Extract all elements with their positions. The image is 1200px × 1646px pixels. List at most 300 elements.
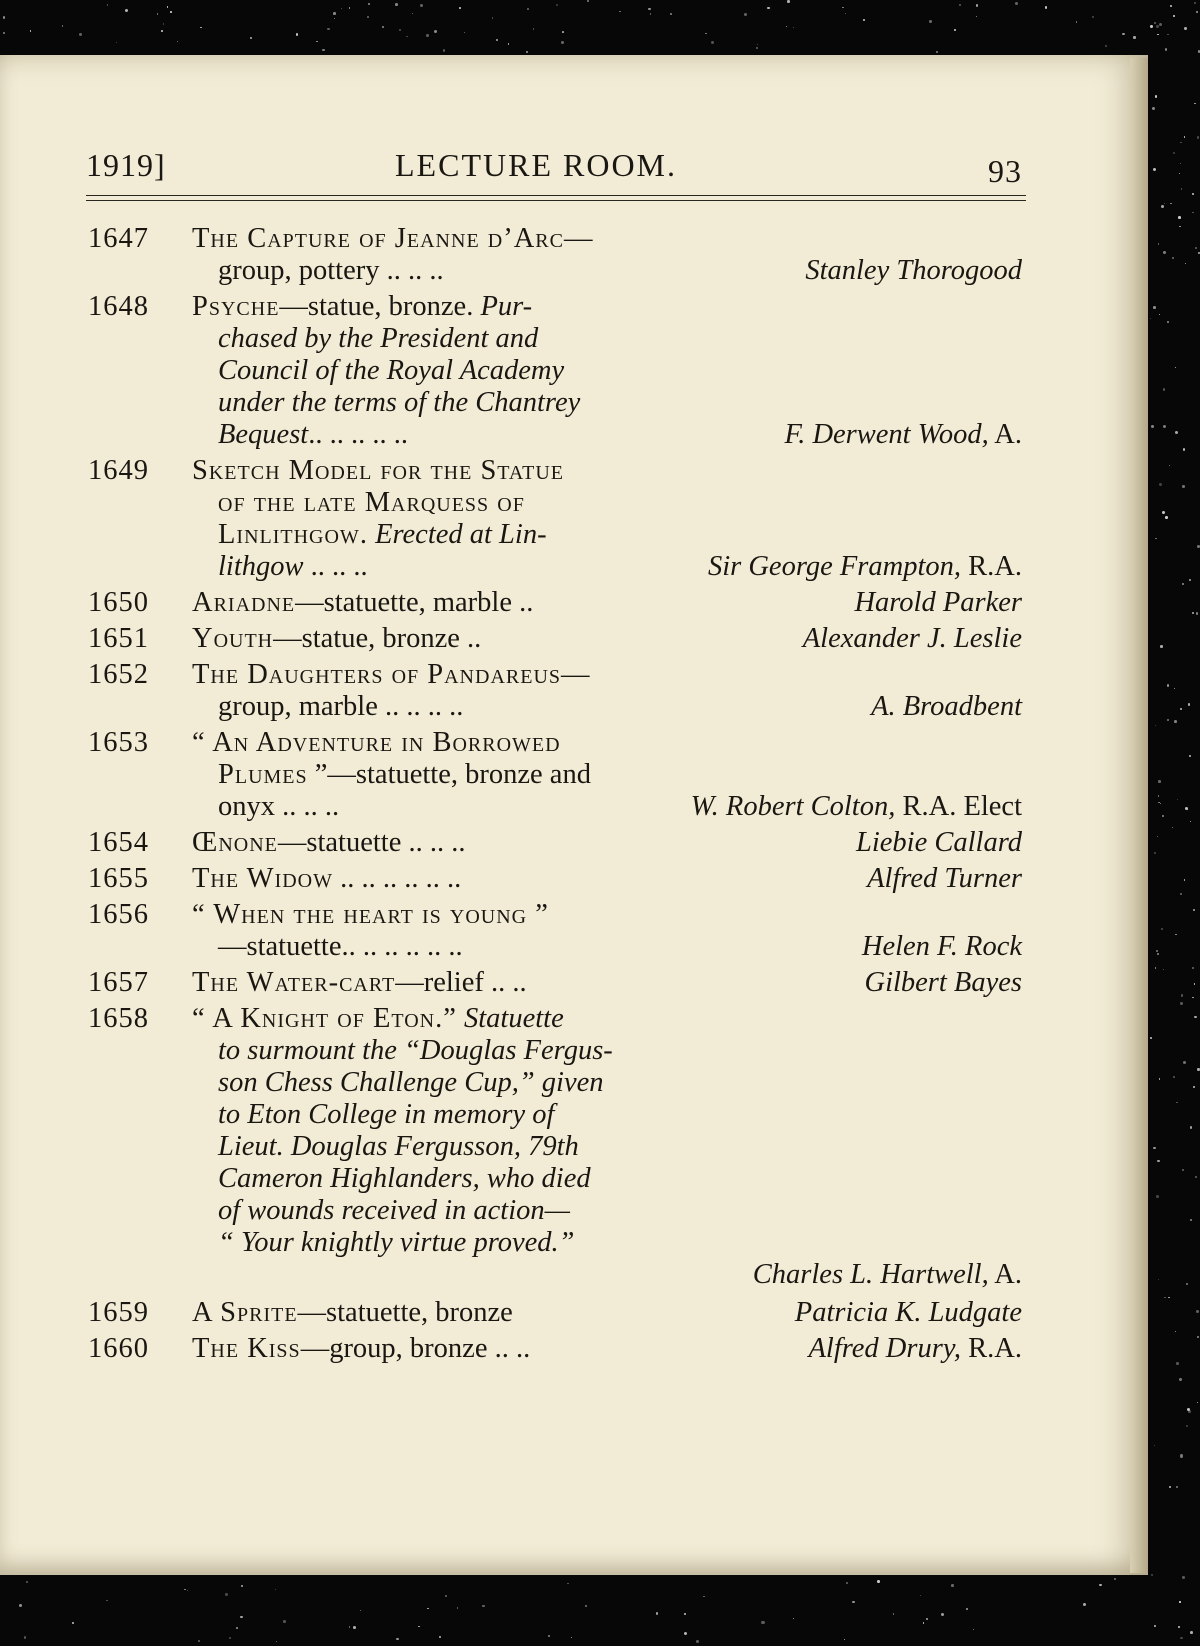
entry-text xyxy=(218,1034,613,1068)
work-note: of wounds received in action— xyxy=(218,1195,570,1226)
artist-name xyxy=(862,930,1022,964)
work-description: —relief xyxy=(395,967,484,998)
speck xyxy=(1164,203,1165,204)
speck xyxy=(1188,703,1191,706)
speck xyxy=(1155,538,1156,539)
catalogue-number: 1656 xyxy=(88,899,149,930)
speck xyxy=(187,1590,188,1591)
speck xyxy=(275,1589,276,1590)
artist-rank: R.A. xyxy=(961,1333,1022,1364)
speck xyxy=(106,1600,107,1601)
speck xyxy=(976,16,977,17)
dot-leaders: .. .. .. xyxy=(275,791,340,822)
speck xyxy=(1194,1016,1197,1019)
speck xyxy=(229,1637,231,1639)
artist-name xyxy=(854,586,1022,620)
header-rule-double xyxy=(86,200,1026,201)
speck xyxy=(844,1639,846,1641)
catalogue-number: 1653 xyxy=(88,727,149,758)
entry-line xyxy=(0,1226,1148,1260)
entry-line xyxy=(0,862,1148,896)
entry-text xyxy=(218,1130,579,1164)
work-note: Cameron Highlanders, who died xyxy=(218,1163,591,1194)
catalogue-number: 1660 xyxy=(88,1333,149,1364)
artist-name xyxy=(871,690,1022,724)
speck xyxy=(1195,247,1197,249)
speck xyxy=(1184,27,1187,30)
entry-line xyxy=(0,254,1148,288)
speck xyxy=(842,7,844,9)
entry-line xyxy=(0,966,1148,1000)
speck xyxy=(1194,983,1196,985)
entry-text xyxy=(218,930,463,964)
speck xyxy=(19,1604,22,1607)
speck xyxy=(527,8,529,10)
speck xyxy=(711,41,714,44)
artist-name xyxy=(867,862,1022,896)
speck xyxy=(399,29,401,31)
entry-text xyxy=(192,586,533,620)
speck xyxy=(1167,719,1169,721)
speck xyxy=(793,1618,795,1620)
speck xyxy=(1179,226,1181,228)
speck xyxy=(170,11,172,13)
entry-text xyxy=(218,1226,575,1260)
speck xyxy=(427,1608,429,1610)
speck xyxy=(1192,212,1193,213)
speck xyxy=(367,16,369,18)
entry-line xyxy=(0,518,1148,552)
speck xyxy=(1159,314,1161,316)
entry-text xyxy=(192,726,561,760)
speck xyxy=(198,1640,200,1642)
speck xyxy=(1163,251,1166,254)
speck xyxy=(163,23,164,24)
speck xyxy=(852,1601,854,1603)
header-year: 1919] xyxy=(86,147,166,183)
speck xyxy=(443,49,445,51)
speck xyxy=(684,1632,687,1635)
speck xyxy=(941,1613,944,1616)
speck xyxy=(508,43,510,45)
speck xyxy=(24,1636,27,1639)
speck xyxy=(1176,1102,1178,1104)
speck xyxy=(349,1626,350,1627)
speck xyxy=(406,36,407,37)
artist-name xyxy=(708,550,1022,584)
work-note: Council of the Royal Academy xyxy=(218,355,565,386)
speck xyxy=(1173,15,1174,16)
speck xyxy=(1015,2,1018,5)
work-note: Pur- xyxy=(473,291,533,322)
speck xyxy=(1158,780,1161,783)
speck xyxy=(1159,1078,1161,1080)
entry-line xyxy=(0,826,1148,860)
entry-line xyxy=(0,290,1148,324)
speck xyxy=(327,28,329,30)
speck xyxy=(1099,1584,1102,1587)
entry-text xyxy=(218,354,564,388)
entry-text xyxy=(218,386,580,420)
speck xyxy=(1184,879,1185,880)
artist-name xyxy=(809,1332,1023,1366)
entry-text xyxy=(218,486,525,520)
speck xyxy=(923,1622,924,1623)
artist-name xyxy=(803,622,1022,656)
work-title: The Kiss xyxy=(192,1333,301,1364)
speck xyxy=(250,37,252,39)
artist-name-text: W. Robert Colton, xyxy=(690,791,896,822)
speck xyxy=(1197,136,1200,139)
entry-text xyxy=(218,758,591,792)
speck xyxy=(1150,1037,1152,1039)
artist-name-text: Alexander J. Leslie xyxy=(802,623,1022,654)
speck xyxy=(353,1626,356,1629)
speck xyxy=(439,1636,441,1638)
speck xyxy=(1169,465,1170,466)
speck xyxy=(1190,821,1191,822)
speck xyxy=(744,13,747,16)
speck xyxy=(125,9,128,12)
speck xyxy=(920,1595,921,1596)
speck xyxy=(703,1596,705,1598)
entry-line xyxy=(0,418,1148,452)
entry-text xyxy=(218,790,339,824)
speck xyxy=(1178,1626,1180,1628)
speck xyxy=(464,32,465,33)
speck xyxy=(1193,909,1195,911)
speck xyxy=(1154,852,1156,854)
artist-rank: R.A. xyxy=(961,551,1022,582)
speck xyxy=(3,32,4,33)
speck xyxy=(349,7,351,9)
artist-name xyxy=(691,790,1022,824)
speck xyxy=(1183,1061,1186,1064)
speck xyxy=(567,1583,568,1584)
speck xyxy=(585,1605,587,1607)
speck xyxy=(1167,684,1170,687)
catalogue-number: 1648 xyxy=(88,291,149,322)
speck xyxy=(1167,321,1169,323)
speck xyxy=(482,1605,484,1607)
speck xyxy=(1179,173,1180,174)
work-note: Lieut. Douglas Fergusson, 79th xyxy=(218,1131,579,1162)
speck xyxy=(787,0,789,2)
work-title: Ariadne xyxy=(192,587,296,618)
artist-name-text: Liebie Callard xyxy=(856,827,1022,858)
speck xyxy=(767,7,770,10)
speck xyxy=(1195,1176,1197,1178)
entry-text xyxy=(192,290,532,324)
speck xyxy=(496,39,498,41)
work-description: —statue, bronze xyxy=(273,623,460,654)
entry-line xyxy=(0,454,1148,488)
entry-text xyxy=(192,1332,530,1366)
dot-leaders: .. .. xyxy=(483,967,527,998)
speck xyxy=(973,1629,974,1630)
catalogue-number: 1647 xyxy=(88,223,149,254)
speck xyxy=(1158,243,1159,244)
entry-line xyxy=(0,898,1148,932)
dot-leaders: .. .. .. xyxy=(401,827,466,858)
speck xyxy=(526,51,528,53)
entry-line xyxy=(0,622,1148,656)
entry-text xyxy=(218,1162,591,1196)
speck xyxy=(1180,708,1182,710)
speck xyxy=(333,12,336,15)
entry-text xyxy=(218,418,408,452)
entry-line xyxy=(0,1002,1148,1036)
speck xyxy=(619,11,621,13)
entry-line xyxy=(0,930,1148,964)
speck xyxy=(459,7,461,9)
speck xyxy=(177,41,178,42)
speck xyxy=(929,20,932,23)
speck xyxy=(648,8,650,10)
speck xyxy=(1182,583,1184,585)
speck xyxy=(434,30,437,33)
speck xyxy=(1185,263,1186,264)
speck xyxy=(1189,579,1191,581)
speck xyxy=(30,30,32,32)
catalogue-number: 1657 xyxy=(88,967,149,998)
entry-line xyxy=(0,1130,1148,1164)
speck xyxy=(1155,967,1157,969)
speck xyxy=(786,26,788,28)
work-note: Erected at Lin- xyxy=(367,519,547,550)
dot-leaders: .. xyxy=(511,587,534,618)
speck xyxy=(1159,483,1162,486)
speck xyxy=(761,1621,764,1624)
speck xyxy=(26,1581,28,1583)
catalogue-number: 1658 xyxy=(88,1003,149,1034)
artist-name xyxy=(784,418,1022,452)
speck xyxy=(1182,485,1185,488)
catalogue-number: 1655 xyxy=(88,863,149,894)
speck xyxy=(241,1585,243,1587)
entry-text xyxy=(192,1296,513,1330)
speck xyxy=(863,19,865,21)
artist-rank: R.A. Elect xyxy=(895,791,1022,822)
work-title: A Sprite xyxy=(192,1297,298,1328)
speck xyxy=(1190,1219,1192,1221)
speck xyxy=(959,4,960,5)
speck xyxy=(116,42,117,43)
artist-name xyxy=(856,826,1022,860)
speck xyxy=(1177,799,1178,800)
speck xyxy=(1175,431,1178,434)
speck xyxy=(1197,1336,1199,1338)
speck xyxy=(161,30,163,32)
speck xyxy=(1152,107,1155,110)
speck xyxy=(1168,1297,1169,1298)
speck xyxy=(1180,163,1181,164)
speck xyxy=(1165,48,1167,50)
speck xyxy=(341,8,342,9)
artist-name-text: Sir George Frampton, xyxy=(707,551,962,582)
speck xyxy=(1170,5,1172,7)
speck xyxy=(1092,16,1094,18)
speck xyxy=(1192,997,1193,998)
artist-name-text: F. Derwent Wood, xyxy=(784,419,989,450)
speck xyxy=(684,1613,686,1615)
speck xyxy=(1175,1331,1176,1332)
catalogue-number: 1649 xyxy=(88,455,149,486)
speck xyxy=(936,51,938,53)
speck xyxy=(1174,720,1177,723)
artist-name xyxy=(753,1258,1022,1292)
speck xyxy=(1154,1625,1156,1627)
dot-leaders: .. .. .. .. .. .. xyxy=(341,931,463,962)
speck xyxy=(1133,36,1135,38)
speck xyxy=(1183,448,1186,451)
dot-leaders: .. .. .. .. xyxy=(377,691,464,722)
work-title: The Capture of Jeanne d’Arc— xyxy=(192,223,594,254)
speck xyxy=(492,17,493,18)
speck xyxy=(893,1613,894,1614)
speck xyxy=(1153,306,1156,309)
speck xyxy=(1150,25,1153,28)
speck xyxy=(571,1637,572,1638)
speck xyxy=(1192,612,1194,614)
work-title: “ A Knight of Eton.” xyxy=(192,1003,457,1034)
speck xyxy=(533,28,535,30)
work-description: —statue, bronze. xyxy=(279,291,474,322)
speck xyxy=(1170,203,1172,205)
speck xyxy=(561,41,564,44)
speck xyxy=(1157,836,1158,837)
work-description: ”—statuette, bronze and xyxy=(307,759,591,790)
dot-leaders: .. .. .. xyxy=(379,255,444,286)
speck xyxy=(1178,216,1181,219)
speck xyxy=(1160,645,1163,648)
entry-line xyxy=(0,1066,1148,1100)
work-title: “ When the heart is young ” xyxy=(192,899,549,930)
speck xyxy=(926,1618,928,1620)
entry-line xyxy=(0,550,1148,584)
speck xyxy=(1197,1402,1198,1403)
speck xyxy=(360,1610,361,1611)
entry-text xyxy=(192,622,481,656)
entry-text xyxy=(192,862,461,896)
work-note: lithgow xyxy=(218,551,304,582)
page-number: 93 xyxy=(988,153,1022,189)
work-title: Youth xyxy=(192,623,274,654)
speck xyxy=(1151,425,1154,428)
speck xyxy=(396,1638,398,1640)
speck xyxy=(1180,142,1182,144)
speck xyxy=(670,13,672,15)
speck xyxy=(1150,318,1151,319)
entry-text xyxy=(192,454,564,488)
entry-line xyxy=(0,1296,1148,1330)
speck xyxy=(1158,1279,1159,1280)
entry-text xyxy=(218,322,538,356)
speck xyxy=(1190,1126,1192,1128)
speck xyxy=(1192,193,1194,195)
work-note: “ Your knightly virtue proved.” xyxy=(218,1227,575,1258)
entry-text xyxy=(218,1098,554,1132)
work-title: The Water-cart xyxy=(192,967,396,998)
speck xyxy=(951,1584,954,1587)
speck xyxy=(1122,33,1125,36)
entry-text xyxy=(192,966,527,1000)
speck xyxy=(457,1607,459,1609)
work-note: to surmount the “Douglas Fergus- xyxy=(218,1035,613,1066)
speck xyxy=(1179,1601,1180,1602)
entry-text xyxy=(192,898,549,932)
speck xyxy=(1175,367,1176,368)
speck xyxy=(368,3,370,5)
catalogue-number: 1659 xyxy=(88,1297,149,1328)
speck xyxy=(1159,23,1162,26)
speck xyxy=(756,47,758,49)
speck xyxy=(1153,1147,1155,1149)
entry-text xyxy=(218,1066,604,1100)
speck xyxy=(1179,1378,1182,1381)
speck xyxy=(1180,1454,1183,1457)
speck xyxy=(705,33,706,34)
work-title: The Widow xyxy=(192,863,334,894)
work-title: Sketch Model for the Statue xyxy=(192,455,565,486)
speck xyxy=(382,26,384,28)
speck xyxy=(1157,1160,1160,1163)
artist-name-text: Charles L. Hartwell, xyxy=(752,1259,989,1290)
speck xyxy=(1162,815,1164,817)
dot-leaders: .. .. .. .. .. xyxy=(308,419,408,450)
entry-line xyxy=(0,486,1148,520)
entry-line xyxy=(0,790,1148,824)
speck xyxy=(3,16,5,18)
entry-line xyxy=(0,1162,1148,1196)
speck xyxy=(418,1626,420,1628)
entry-line xyxy=(0,586,1148,620)
entry-line xyxy=(0,386,1148,420)
speck xyxy=(395,3,398,6)
speck xyxy=(656,1612,659,1615)
speck xyxy=(1182,1169,1184,1171)
work-title: of the late Marquess of xyxy=(218,487,525,518)
work-description: group, pottery xyxy=(218,255,380,286)
entry-text xyxy=(218,690,463,724)
speck xyxy=(420,4,423,7)
catalogue-number: 1651 xyxy=(88,623,149,654)
work-note: under the terms of the Chantrey xyxy=(218,387,581,418)
speck xyxy=(846,1582,848,1584)
speck xyxy=(184,1589,185,1590)
speck xyxy=(1160,803,1161,804)
speck xyxy=(1196,612,1199,615)
speck xyxy=(976,4,979,7)
speck xyxy=(1175,934,1176,935)
speck xyxy=(877,1580,880,1583)
speck xyxy=(1172,827,1174,829)
speck xyxy=(167,6,169,8)
speck xyxy=(1193,1086,1195,1088)
entry-line xyxy=(0,1034,1148,1068)
speck xyxy=(1181,188,1182,189)
entry-text xyxy=(192,1002,564,1036)
speck xyxy=(1045,6,1048,9)
speck xyxy=(587,0,589,2)
entry-line xyxy=(0,758,1148,792)
artist-name-text: Alfred Drury, xyxy=(808,1333,962,1364)
speck xyxy=(107,4,108,5)
speck xyxy=(1184,136,1185,137)
speck xyxy=(1162,511,1165,514)
speck xyxy=(1172,257,1174,259)
work-note: chased by the President and xyxy=(218,323,539,354)
